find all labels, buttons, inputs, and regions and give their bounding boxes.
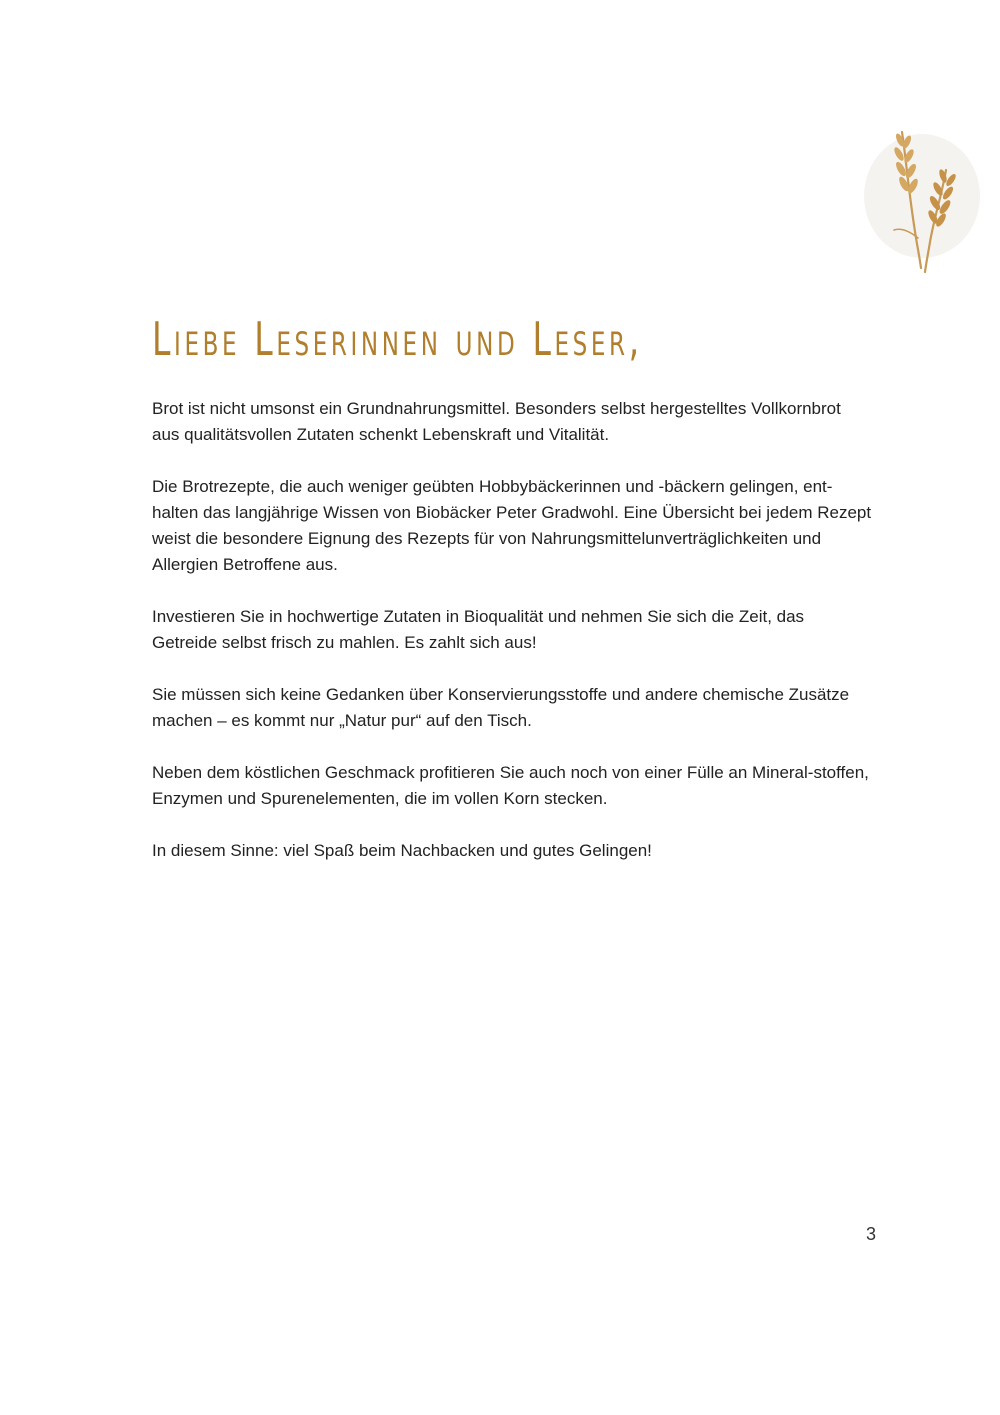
wheat-ears-icon <box>850 118 990 278</box>
body-text <box>152 396 872 890</box>
paragraph: In diesem Sinne: viel Spaß beim Nachbacken und gutes Gelingen! <box>152 841 652 860</box>
page-heading: Liebe Leserinnen und Leser, <box>152 312 643 366</box>
paragraph: Brot ist nicht umsonst ein Grundnahrungsmittel. Besonders selbst hergestelltes Vollkornbrot aus qualitätsvollen Zutaten schenkt Lebenskraft und Vitalität. <box>152 399 841 444</box>
page-number: 3 <box>866 1224 877 1244</box>
paragraph: Investieren Sie in hochwertige Zutaten in Bioqualität und nehmen Sie sich die Zeit, das Getreide selbst frisch zu mahlen. Es zahlt sich aus! <box>152 607 805 652</box>
paragraph: Die Brotrezepte, die auch weniger geübten Hobbybäckerinnen und -bäckern gelingen, ent-halten das langjährige Wissen von Biobäcker Peter Gradwohl. Eine Übersicht bei jedem Rezept weist die besondere Eignung des Rezepts für von Nahrungsmittelunverträglichkeiten und Allergien Betroffene aus. <box>152 477 872 574</box>
paragraph: Neben dem köstlichen Geschmack profitieren Sie auch noch von einer Fülle an Mineral-stoffen, Enzymen und Spurenelementen, die im vollen Korn stecken. <box>152 763 869 808</box>
paragraph: Sie müssen sich keine Gedanken über Konservierungsstoffe und andere chemische Zusätze machen – es kommt nur „Natur pur“ auf den Tisch. <box>152 685 850 730</box>
